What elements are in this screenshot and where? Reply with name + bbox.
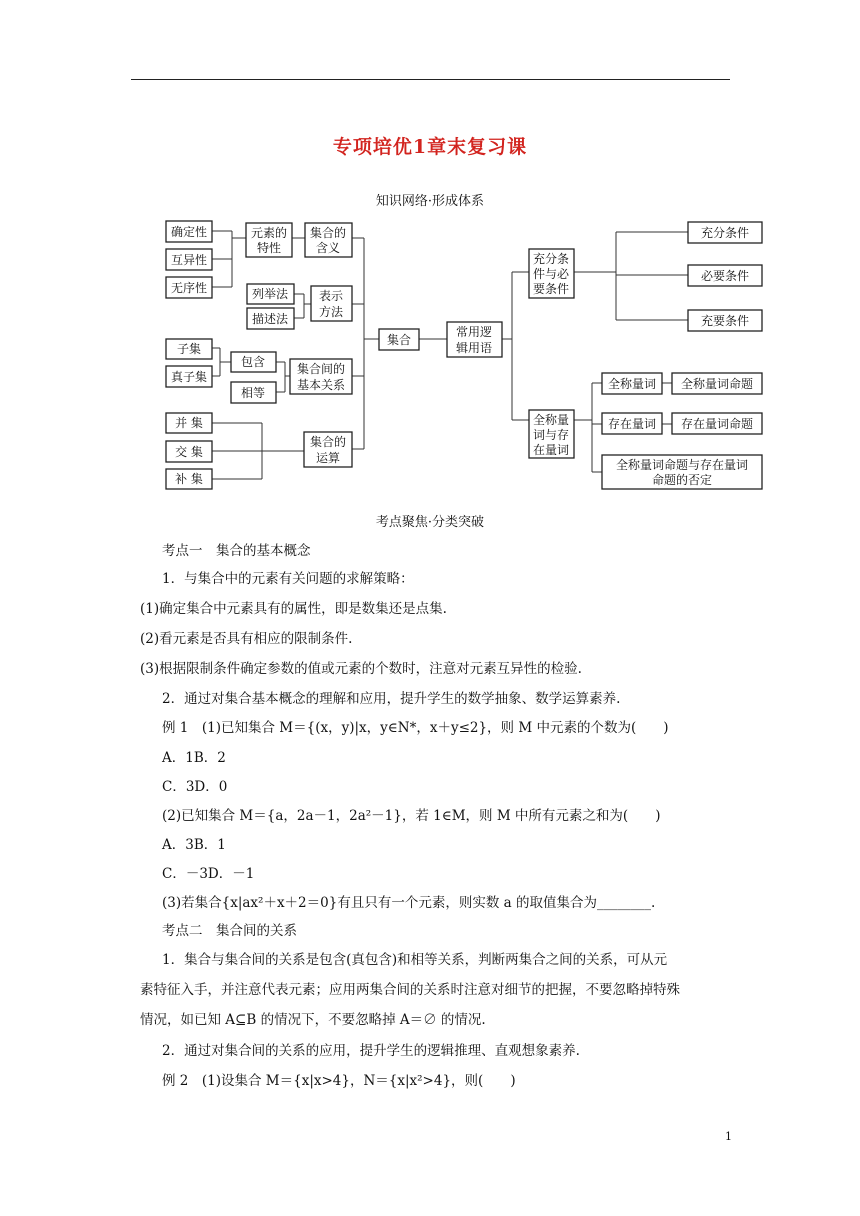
page-number: 1	[725, 1130, 732, 1143]
paragraph: 2．通过对集合间的关系的应用，提升学生的逻辑推理、直观想象素养.	[162, 1043, 580, 1059]
paragraph: (2)看元素是否具有相应的限制条件.	[140, 631, 353, 647]
example-1-q1-options-ab: A．1B．2	[162, 750, 226, 766]
node-ziji: 子集	[176, 342, 202, 356]
paragraph: (1)确定集合中元素具有的属性，即是数集还是点集.	[140, 601, 447, 617]
node-yunsuan-line1: 集合的	[309, 435, 347, 449]
paragraph: (3)根据限制条件确定参数的值或元素的个数时，注意对元素互异性的检验.	[140, 661, 582, 677]
node-luoji-line1: 常用逻	[455, 325, 493, 339]
node-miaoshu: 描述法	[251, 312, 289, 326]
paragraph: 情况，如已知 A⊆B 的情况下，不要忽略掉 A＝∅ 的情况.	[140, 1012, 486, 1028]
node-chongfentiaojian: 充分条件	[700, 226, 750, 240]
paragraph: 2．通过对集合基本概念的理解和应用，提升学生的数学抽象、数学运算素养.	[162, 691, 621, 707]
node-zhenziji: 真子集	[170, 370, 208, 384]
paragraph: 素特征入手，并注意代表元素；应用两集合间的关系时注意对细节的把握，不要忽略掉特殊	[140, 982, 680, 998]
node-luoji-line2: 辑用语	[455, 341, 493, 355]
example-1-q2-options-cd: C．－3D．－1	[162, 866, 255, 882]
example-1-q1: 例 1 (1)已知集合 M＝{(x，y)|x，y∈N*，x＋y≤2}，则 M 中元素的个数为( )	[162, 720, 669, 736]
example-1-q2-options-ab: A．3B．1	[162, 837, 226, 853]
node-guanxi-line2: 基本关系	[296, 378, 346, 392]
example-1-q1-options-cd: C．3D．0	[162, 779, 228, 795]
node-liangci-line3: 在量词	[532, 443, 570, 457]
node-biyaotiaojian: 必要条件	[700, 269, 750, 283]
node-biaoshi-line2: 方法	[318, 305, 344, 319]
node-chongfen-line1: 充分条	[532, 252, 570, 266]
node-chongyaotiaojian: 充要条件	[700, 314, 750, 328]
node-fouding-line1: 全称量词命题与存在量词	[615, 458, 749, 472]
knowledge-network-diagram	[0, 0, 860, 500]
node-wuxu: 无序性	[170, 281, 208, 295]
node-hanyi-line2: 含义	[315, 241, 341, 255]
node-jihe: 集合	[386, 333, 412, 347]
topic-heading-1: 考点一 集合的基本概念	[162, 543, 311, 559]
node-chongfen-line2: 件与必	[532, 267, 570, 281]
node-buji: 补 集	[175, 472, 203, 486]
example-1-q3: (3)若集合{x|ax²＋x＋2＝0}有且只有一个元素，则实数 a 的取值集合为________.	[162, 895, 656, 911]
node-cunzai: 存在量词	[607, 417, 657, 431]
node-liejv: 列举法	[251, 287, 289, 301]
paragraph: 1．集合与集合间的关系是包含(真包含)和相等关系，判断两集合之间的关系，可从元	[162, 952, 668, 968]
page-title: 专项培优1章末复习课	[332, 136, 528, 158]
node-yuansu-line2: 特性	[256, 241, 282, 255]
node-baohan: 包含	[240, 355, 266, 369]
node-xiangdeng: 相等	[240, 386, 266, 400]
example-1-q2: (2)已知集合 M＝{a，2a－1，2a²－1}，若 1∈M，则 M 中所有元素之和为( )	[162, 808, 661, 824]
section-title-focus: 考点聚焦·分类突破	[375, 515, 485, 530]
node-quancheng: 全称量词	[607, 377, 657, 391]
node-cunzai-mingti: 存在量词命题	[680, 417, 754, 431]
node-liangci-line1: 全称量	[532, 413, 570, 427]
node-biaoshi-line1: 表示	[318, 289, 344, 303]
node-huyi: 互异性	[170, 253, 208, 267]
node-liangci-line2: 词与存	[532, 428, 570, 442]
node-yuansu-line1: 元素的	[250, 226, 288, 240]
node-yunsuan-line2: 运算	[315, 451, 341, 465]
node-hanyi-line1: 集合的	[309, 226, 347, 240]
node-fouding-line2: 命题的否定	[651, 473, 713, 487]
example-2-q1: 例 2 (1)设集合 M＝{x|x>4}，N＝{x|x²>4}，则( )	[162, 1073, 516, 1089]
node-guanxi-line1: 集合间的	[296, 362, 346, 376]
node-chongfen-line3: 要条件	[532, 282, 570, 296]
section-title-network: 知识网络·形成体系	[375, 194, 485, 209]
node-quancheng-mingti: 全称量词命题	[680, 377, 754, 391]
node-queding: 确定性	[170, 225, 208, 239]
node-jiaoji: 交 集	[175, 445, 203, 459]
paragraph: 1．与集合中的元素有关问题的求解策略：	[162, 571, 414, 587]
node-bingji: 并 集	[175, 416, 203, 430]
topic-heading-2: 考点二 集合间的关系	[162, 923, 297, 939]
